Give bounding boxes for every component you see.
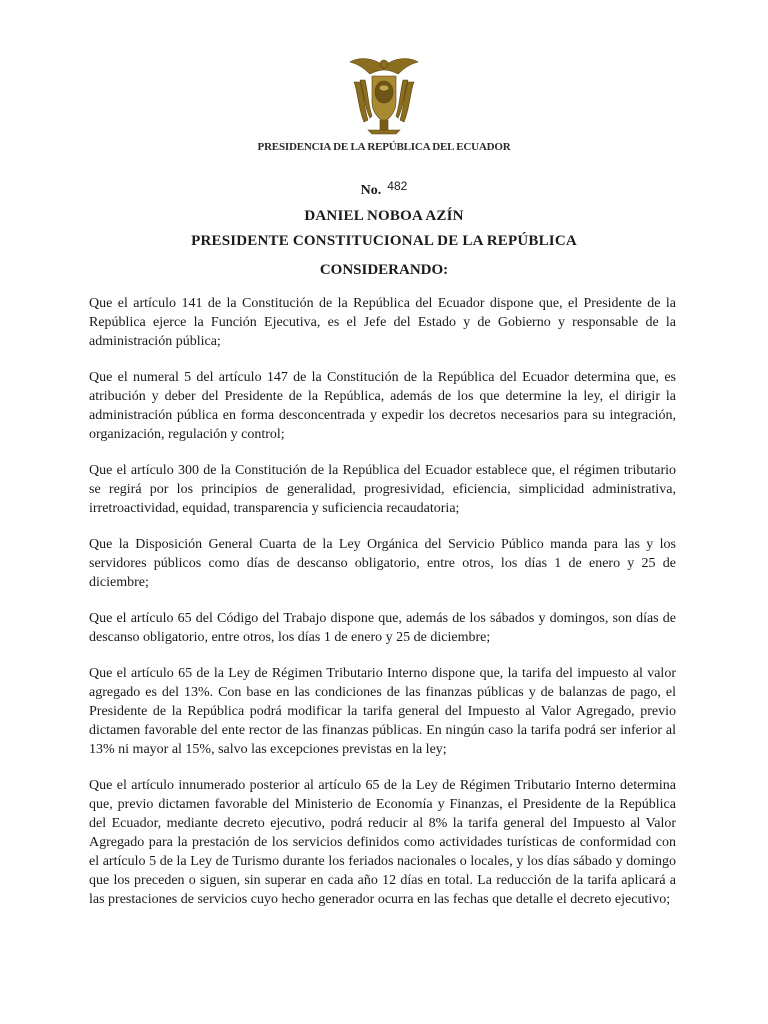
document-body — [89, 294, 676, 926]
paragraph: Que el artículo innumerado posterior al artículo 65 de la Ley de Régimen Tributario Interno determina que, previo dictamen favorable del Ministerio de Economía y Finanzas, el Presidente de la República del Ecuador, mediante decreto ejecutivo, podrá reducir al 8% la tarifa general del Impuesto al Valor Agregado para la prestación de los servicios definidos como actividades turísticas de conformidad con el artículo 5 de la Ley de Turismo durante los feriados nacionales o locales, y los días sábado y domingo que los preceden o siguen, sin superar en cada año 12 días en total. La reducción de la tarifa aplicará a las prestaciones de servicios cuyo hecho generador ocurra en las fechas que detalle el decreto ejecutivo; — [89, 778, 676, 907]
paragraph: Que el artículo 65 de la Ley de Régimen Tributario Interno dispone que, la tarifa del impuesto al valor agregado es del 13%. Con base en las condiciones de las finanzas públicas y de balanzas de pago, el Presidente de la República podrá modificar la tarifa general del Impuesto al Valor Agregado, previo dictamen favorable del ente rector de las finanzas públicas. En ningún caso la tarifa podrá ser inferior al 13% ni mayor al 15%, salvo las excepciones previstas en la ley; — [89, 666, 676, 757]
paragraph: Que el artículo 141 de la Constitución de la República del Ecuador dispone que, el Presidente de la República ejerce la Función Ejecutiva, es el Jefe del Estado y de Gobierno y responsable de la administración pública; — [89, 296, 676, 349]
paragraph: Que el artículo 300 de la Constitución de la República del Ecuador establece que, el régimen tributario se regirá por los principios de generalidad, progresividad, eficiencia, simplicidad administrativa, irretroactividad, equidad, transparencia y suficiencia recaudatoria; — [89, 463, 676, 516]
paragraph: Que la Disposición General Cuarta de la Ley Orgánica del Servicio Público manda para las y los servidores públicos como días de descanso obligatorio, entre otros, los días 1 de enero y 25 de diciembre; — [89, 537, 676, 590]
decree-number-label: No. — [360, 183, 382, 198]
president-title: PRESIDENTE CONSTITUCIONAL DE LA REPÚBLICA — [191, 233, 577, 249]
decree-number-value: 482 — [387, 179, 408, 193]
president-name: DANIEL NOBOA AZÍN — [304, 208, 464, 224]
decree-number-line — [0, 179, 768, 199]
paragraph: Que el numeral 5 del artículo 147 de la Constitución de la República del Ecuador determina que, es atribución y deber del Presidente de la República, además de los que determine la ley, el dirigir la administración pública en forma desconcentrada y expedir los decretos necesarios para su integración, organización, regulación y control; — [89, 370, 676, 442]
coat-of-arms-emblem — [344, 52, 424, 136]
paragraph: Que el artículo 65 del Código del Trabajo dispone que, además de los sábados y domingos, son días de descanso obligatorio, entre otros, los días 1 de enero y 25 de diciembre; — [89, 611, 676, 645]
institution-header: PRESIDENCIA DE LA REPÚBLICA DEL ECUADOR — [257, 141, 511, 153]
section-heading: CONSIDERANDO: — [319, 262, 449, 278]
